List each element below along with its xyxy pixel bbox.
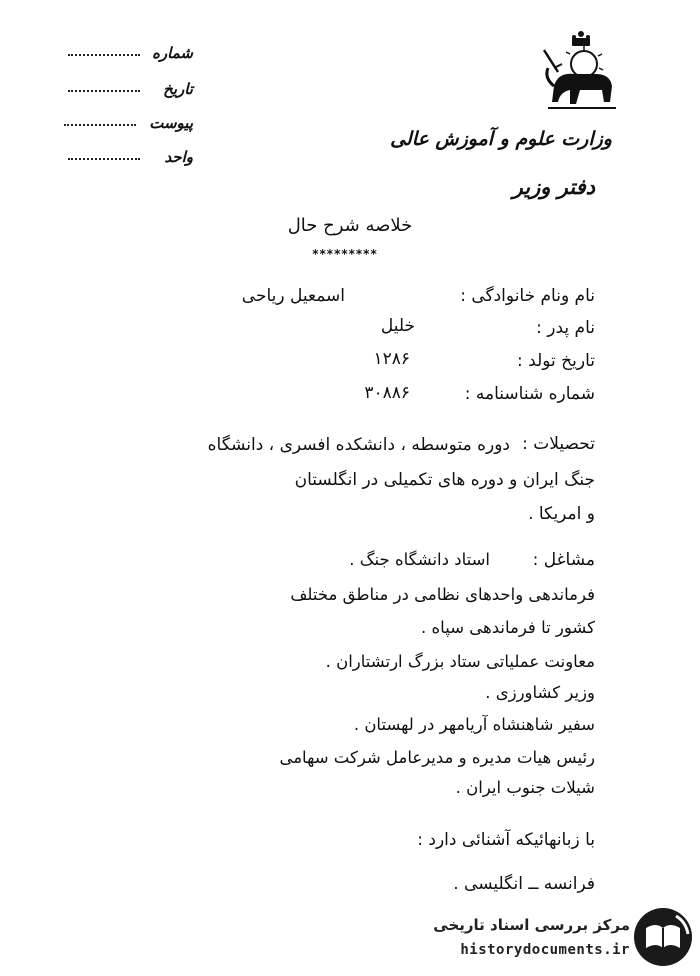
attachment-dotted-line	[64, 124, 136, 126]
job-line-6: رئیس هیات مدیره و مدیرعامل شرکت سهامی	[279, 748, 595, 767]
father-label: نام پدر :	[536, 318, 595, 338]
languages-label: با زبانهائیکه آشنائی دارد :	[417, 830, 595, 850]
attachment-field	[68, 114, 193, 136]
education-label: تحصیلات :	[522, 434, 595, 454]
education-line-3: و امریکا .	[528, 504, 595, 524]
id-number-label: شماره شناسنامه :	[464, 384, 595, 404]
job-line-5: سفیر شاهنشاه آریامهر در لهستان .	[353, 715, 595, 734]
ministry-name: وزارت علوم و آموزش عالی	[390, 128, 612, 150]
id-number-value: ۳۰۸۸۶	[364, 383, 410, 403]
job-line-4: وزیر کشاورزی .	[485, 683, 595, 702]
watermark-url: historydocuments.ir	[460, 942, 630, 958]
attachment-label: پیوست	[149, 114, 193, 132]
number-field	[68, 44, 193, 66]
education-line-2: جنگ ایران و دوره های تکمیلی در انگلستان	[294, 470, 595, 490]
education-line-1: دوره متوسطه ، دانشکده افسری ، دانشگاه	[207, 435, 510, 455]
date-dotted-line	[68, 90, 140, 92]
unit-dotted-line	[68, 158, 140, 160]
title-underline: *********	[312, 247, 378, 261]
job-first: استاد دانشگاه جنگ .	[349, 550, 490, 569]
job-line-3: معاونت عملیاتی ستاد بزرگ ارتشتاران .	[325, 652, 595, 671]
number-label: شماره	[152, 44, 193, 62]
unit-field	[68, 148, 193, 170]
number-dotted-line	[68, 54, 140, 56]
name-label: نام ونام خانوادگی :	[460, 286, 595, 306]
date-field	[68, 80, 193, 102]
archive-logo-icon	[632, 906, 694, 968]
unit-label: واحد	[164, 148, 193, 166]
father-value: خلیل	[380, 316, 415, 336]
name-value: اسمعیل ریاحی	[241, 286, 345, 306]
lion-and-sun-emblem	[540, 28, 622, 118]
birth-date-label: تاریخ تولد :	[517, 351, 595, 371]
watermark-title: مرکز بررسی اسناد تاریخی	[433, 916, 630, 934]
date-label: تاریخ	[163, 80, 193, 98]
job-line-1: فرماندهی واحدهای نظامی در مناطق مختلف	[290, 585, 595, 604]
languages-value: فرانسه ــ انگلیسی .	[453, 874, 595, 894]
job-line-2: کشور تا فرماندهی سپاه .	[421, 618, 595, 637]
job-line-7: شیلات جنوب ایران .	[455, 778, 595, 797]
document-title: خلاصه شرح حال	[287, 215, 413, 236]
jobs-label: مشاغل :	[532, 550, 595, 570]
office-name: دفتر وزیر	[512, 174, 595, 199]
birth-date-value: ۱۲۸۶	[373, 349, 410, 369]
watermark	[412, 906, 694, 968]
